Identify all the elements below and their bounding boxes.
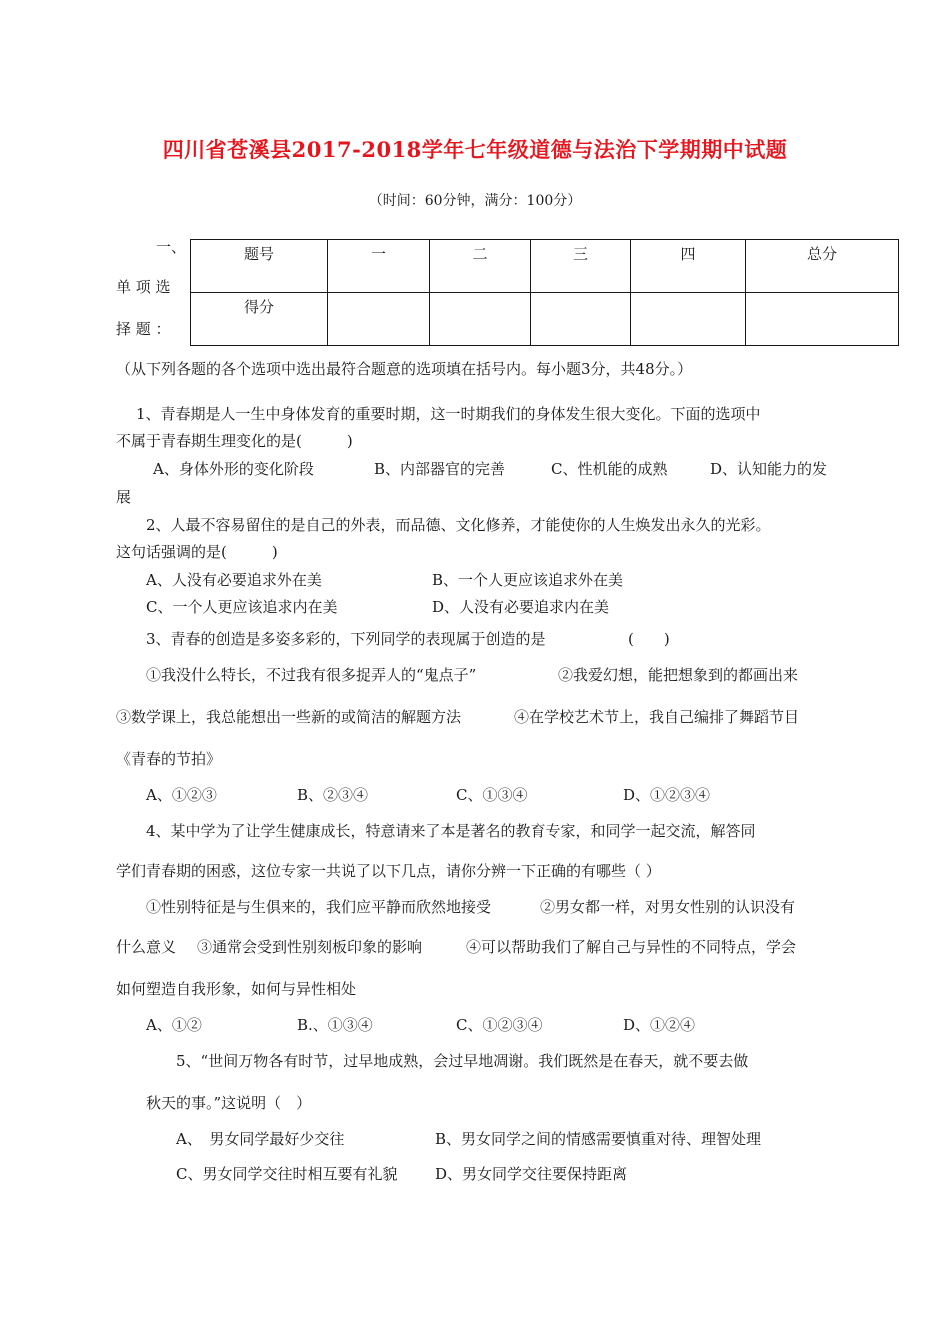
q3-stem-line1: 3、青春的创造是多姿多彩的，下列同学的表现属于创造的是 — [146, 630, 546, 648]
q5-stem-line1: 5、“世间万物各有时节，过早地成熟，会过早地凋谢。我们既然是在春天，就不要去做 — [176, 1052, 749, 1070]
q3-statement-2: ②我爱幻想，能把想象到的都画出来 — [558, 666, 799, 684]
score-row-label: 得分 — [191, 293, 328, 346]
section-label-line3: 择 题 ： — [116, 320, 171, 338]
q4-option-b: B.、①③④ — [297, 1016, 373, 1034]
q3-statement-1: ①我没什么特长，不过我有很多捉弄人的“鬼点子” — [146, 666, 477, 684]
q4-statement-2-cont: 什么意义 — [116, 938, 177, 956]
q4-option-c: C、①②③④ — [456, 1016, 543, 1034]
q2-option-d: D、人没有必要追求内在美 — [432, 598, 610, 616]
score-cell[interactable] — [631, 293, 746, 346]
q1-stem-line2: 不属于青春期生理变化的是( ) — [116, 432, 353, 450]
score-cell[interactable] — [746, 293, 899, 346]
section-instruction: （从下列各题的各个选项中选出最符合题意的选项填在括号内。每小题3分，共48分。） — [116, 360, 693, 378]
exam-time-info: （时间：60分钟，满分：100分） — [368, 193, 582, 209]
q3-answer-paren: ( ) — [628, 630, 670, 648]
score-table — [190, 239, 899, 346]
score-cell[interactable] — [430, 293, 531, 346]
score-table-header: 总分 — [746, 240, 899, 293]
q1-option-a: A、身体外形的变化阶段 — [153, 460, 314, 478]
section-label-line2: 单 项 选 — [116, 278, 171, 296]
score-table-score-row — [191, 293, 899, 346]
q2-stem-line2: 这句话强调的是( ) — [116, 543, 278, 561]
q5-stem-line2: 秋天的事。”这说明（ ） — [146, 1094, 312, 1112]
q5-option-b: B、男女同学之间的情感需要慎重对待、理智处理 — [435, 1130, 762, 1148]
score-table-header: 题号 — [191, 240, 328, 293]
q4-option-d: D、①②④ — [623, 1016, 696, 1034]
score-table-header: 四 — [631, 240, 746, 293]
q5-option-a: A、 男女同学最好少交往 — [176, 1130, 345, 1148]
q3-option-a: A、①②③ — [146, 786, 217, 804]
score-table-header: 一 — [328, 240, 430, 293]
score-cell[interactable] — [328, 293, 430, 346]
q4-stem-line2: 学们青春期的困惑，这位专家一共说了以下几点，请你分辨一下正确的有哪些（ ） — [116, 862, 661, 880]
q3-option-d: D、①②③④ — [623, 786, 711, 804]
q4-statement-4: ④可以帮助我们了解自己与异性的不同特点，学会 — [466, 938, 797, 956]
q1-option-c: C、性机能的成熟 — [551, 460, 668, 478]
q4-statement-3: ③通常会受到性别刻板印象的影响 — [197, 938, 423, 956]
q3-option-b: B、②③④ — [297, 786, 369, 804]
q4-option-a: A、①② — [146, 1016, 202, 1034]
q4-stem-line1: 4、某中学为了让学生健康成长，特意请来了本是著名的教育专家，和同学一起交流，解答同 — [146, 822, 756, 840]
q4-statement-1: ①性别特征是与生俱来的，我们应平静而欣然地接受 — [146, 898, 492, 916]
q1-option-d-cont: 展 — [116, 488, 132, 506]
q4-statement-2: ②男女都一样，对男女性别的认识没有 — [540, 898, 796, 916]
q3-statement-4: ④在学校艺术节上，我自己编排了舞蹈节目 — [514, 708, 800, 726]
score-cell[interactable] — [531, 293, 631, 346]
section-number: 一、 — [156, 238, 187, 256]
q1-option-b: B、内部器官的完善 — [374, 460, 506, 478]
score-table-header: 三 — [531, 240, 631, 293]
q2-option-b: B、一个人更应该追求外在美 — [432, 571, 624, 589]
q1-stem-line1: 1、青春期是人一生中身体发育的重要时期，这一时期我们的身体发生很大变化。下面的选项中 — [136, 405, 761, 423]
q5-option-d: D、男女同学交往要保持距离 — [435, 1165, 628, 1183]
score-table-header-row — [191, 240, 899, 293]
q3-statement-3: ③数学课上，我总能想出一些新的或简洁的解题方法 — [116, 708, 462, 726]
q3-option-c: C、①③④ — [456, 786, 528, 804]
q4-statement-4-cont: 如何塑造自我形象，如何与异性相处 — [116, 980, 357, 998]
q2-stem-line1: 2、人最不容易留住的是自己的外表，而品德、文化修养，才能使你的人生焕发出永久的光彩。 — [146, 516, 771, 534]
q5-option-c: C、男女同学交往时相互要有礼貌 — [176, 1165, 398, 1183]
q2-option-c: C、一个人更应该追求内在美 — [146, 598, 338, 616]
score-table-header: 二 — [430, 240, 531, 293]
q2-option-a: A、人没有必要追求外在美 — [146, 571, 322, 589]
page-title: 四川省苍溪县2017-2018学年七年级道德与法治下学期期中试题 — [162, 137, 788, 162]
q1-option-d: D、认知能力的发 — [710, 460, 828, 478]
q3-statement-4-cont: 《青春的节拍》 — [116, 750, 222, 768]
